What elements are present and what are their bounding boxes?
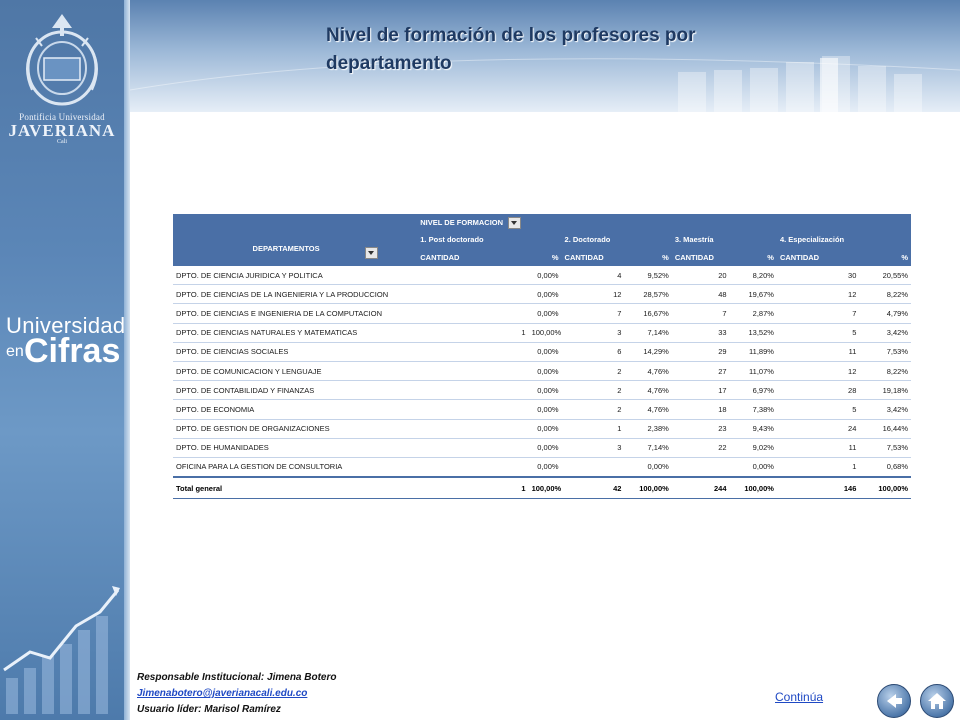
table-row (173, 342, 911, 361)
row-filter-dropdown-icon[interactable] (365, 247, 378, 259)
cell-department: DPTO. DE HUMANIDADES (173, 438, 417, 457)
cell-value (417, 457, 528, 477)
subheader-percent: % (859, 248, 911, 266)
table-row (173, 266, 911, 285)
table-row (173, 400, 911, 419)
cell-value: 11 (777, 438, 859, 457)
cell-value: 7,53% (859, 342, 911, 361)
cell-value: 0,00% (529, 361, 562, 380)
page-title-line2: departamento (326, 53, 452, 74)
cell-department: DPTO. DE CONTABILIDAD Y FINANZAS (173, 381, 417, 400)
cell-value: 4 (562, 266, 625, 285)
pivot-label: NIVEL DE FORMACION (420, 217, 504, 227)
cell-value (672, 457, 730, 477)
cell-value: 3 (562, 438, 625, 457)
cell-value: 7,14% (624, 323, 671, 342)
cell-value (417, 400, 528, 419)
subheader-cantidad: CANTIDAD (417, 248, 528, 266)
leader-text: Usuario líder: Marisol Ramírez (137, 704, 281, 715)
cell-value: 4,76% (624, 381, 671, 400)
total-value: 244 (672, 477, 730, 499)
cell-value (417, 285, 528, 304)
cell-value: 0,00% (529, 457, 562, 477)
cell-department: DPTO. DE CIENCIAS DE LA INGENIERIA Y LA PRODUCCION (173, 285, 417, 304)
cell-value (417, 438, 528, 457)
cell-value: 5 (777, 323, 859, 342)
cell-value (417, 381, 528, 400)
university-crest-logo (14, 10, 110, 110)
cell-value: 100,00% (529, 323, 562, 342)
row-header-cell (173, 231, 417, 266)
cell-value: 27 (672, 361, 730, 380)
cell-value: 2 (562, 400, 625, 419)
cell-department: DPTO. DE CIENCIAS NATURALES Y MATEMATICAS (173, 323, 417, 342)
cell-value: 13,52% (730, 323, 777, 342)
home-icon (921, 685, 953, 717)
cell-value: 0,68% (859, 457, 911, 477)
cell-value: 7,38% (730, 400, 777, 419)
level-header: 1. Post doctorado (417, 231, 561, 248)
cell-value: 11,07% (730, 361, 777, 380)
cell-department: DPTO. DE ECONOMIA (173, 400, 417, 419)
cell-value: 19,18% (859, 381, 911, 400)
cell-value: 7,14% (624, 438, 671, 457)
level-header: 4. Especialización (777, 231, 911, 248)
cell-value: 9,43% (730, 419, 777, 438)
cell-department: DPTO. DE CIENCIA JURIDICA Y POLITICA (173, 266, 417, 285)
cell-value: 23 (672, 419, 730, 438)
cell-value: 4,76% (624, 400, 671, 419)
pivot-filter-dropdown-icon[interactable] (508, 217, 521, 229)
institution-line2: JAVERIANA (8, 121, 116, 140)
total-value: 100,00% (730, 477, 777, 499)
cell-value: 18 (672, 400, 730, 419)
cell-value: 20,55% (859, 266, 911, 285)
cell-value: 14,29% (624, 342, 671, 361)
level-header: 2. Doctorado (562, 231, 672, 248)
cell-value: 28,57% (624, 285, 671, 304)
cell-value (417, 361, 528, 380)
cell-value: 0,00% (529, 266, 562, 285)
cell-value: 0,00% (529, 381, 562, 400)
total-value: 42 (562, 477, 625, 499)
cell-value: 11 (777, 342, 859, 361)
subheader-cantidad: CANTIDAD (777, 248, 859, 266)
page-title (326, 22, 766, 78)
home-button[interactable] (920, 684, 954, 718)
total-value: 100,00% (859, 477, 911, 499)
cell-value: 7 (562, 304, 625, 323)
cell-value: 7 (672, 304, 730, 323)
cell-value: 0,00% (529, 342, 562, 361)
table-row (173, 285, 911, 304)
institution-line3: Cali (57, 139, 67, 145)
cell-value: 3,42% (859, 323, 911, 342)
cell-value: 8,22% (859, 285, 911, 304)
pivot-table (173, 214, 911, 499)
table-row (173, 457, 911, 477)
institution-line1: Pontificia Universidad (19, 112, 105, 122)
cell-value: 8,22% (859, 361, 911, 380)
total-value: 100,00% (624, 477, 671, 499)
cell-value: 29 (672, 342, 730, 361)
cell-value (417, 266, 528, 285)
row-header-label: DEPARTAMENTOS (252, 243, 320, 253)
cell-value: 8,20% (730, 266, 777, 285)
table-row (173, 361, 911, 380)
cell-value: 1 (777, 457, 859, 477)
cell-value: 4,76% (624, 361, 671, 380)
cell-value: 48 (672, 285, 730, 304)
cell-department: OFICINA PARA LA GESTION DE CONSULTORIA (173, 457, 417, 477)
cell-value: 17 (672, 381, 730, 400)
cell-value: 16,67% (624, 304, 671, 323)
cell-department: DPTO. DE CIENCIAS SOCIALES (173, 342, 417, 361)
table-row (173, 419, 911, 438)
cell-value: 9,02% (730, 438, 777, 457)
cell-value: 7 (777, 304, 859, 323)
pivot-filter-header (417, 214, 911, 231)
continue-link[interactable]: Continúa (775, 690, 824, 704)
subheader-cantidad: CANTIDAD (672, 248, 730, 266)
cell-value: 5 (777, 400, 859, 419)
cell-value: 9,52% (624, 266, 671, 285)
level-header: 3. Maestría (672, 231, 777, 248)
tagline-cifras: Cifras (24, 332, 121, 370)
cell-value: 3,42% (859, 400, 911, 419)
total-label: Total general (173, 477, 417, 499)
cell-value: 19,67% (730, 285, 777, 304)
cell-department: DPTO. DE CIENCIAS E INGENIERIA DE LA COMPUTACION (173, 304, 417, 323)
cell-value: 2 (562, 381, 625, 400)
back-button[interactable] (877, 684, 911, 718)
page-title-line1: Nivel de formación de los profesores por (326, 25, 696, 46)
cell-value: 3 (562, 323, 625, 342)
header-empty (173, 214, 417, 231)
cell-value: 24 (777, 419, 859, 438)
cell-value: 2 (562, 361, 625, 380)
subheader-cantidad: CANTIDAD (562, 248, 625, 266)
cell-value: 4,79% (859, 304, 911, 323)
email-link[interactable]: Jimenabotero@javerianacali.edu.co (137, 688, 308, 699)
cell-value: 0,00% (624, 457, 671, 477)
cell-value: 0,00% (529, 400, 562, 419)
cell-value: 6,97% (730, 381, 777, 400)
subheader-percent: % (730, 248, 777, 266)
cell-value: 0,00% (529, 419, 562, 438)
cell-value: 7,53% (859, 438, 911, 457)
cell-value: 12 (777, 285, 859, 304)
subheader-percent: % (624, 248, 671, 266)
cell-value: 12 (562, 285, 625, 304)
cell-value: 0,00% (529, 304, 562, 323)
cell-value: 11,89% (730, 342, 777, 361)
cell-value: 1 (562, 419, 625, 438)
cell-value: 2,87% (730, 304, 777, 323)
arrow-left-icon (878, 685, 910, 717)
total-row (173, 477, 911, 499)
cell-department: DPTO. DE GESTION DE ORGANIZACIONES (173, 419, 417, 438)
cell-value: 33 (672, 323, 730, 342)
cell-value: 20 (672, 266, 730, 285)
tagline-universidad: Universidad (6, 313, 126, 338)
cell-value: 0,00% (730, 457, 777, 477)
cell-value: 2,38% (624, 419, 671, 438)
total-value: 100,00% (529, 477, 562, 499)
table-row (173, 438, 911, 457)
cell-value (562, 457, 625, 477)
cell-value: 16,44% (859, 419, 911, 438)
cell-value: 1 (417, 323, 528, 342)
cell-value (417, 419, 528, 438)
cell-department: DPTO. DE COMUNICACION Y LENGUAJE (173, 361, 417, 380)
cell-value: 22 (672, 438, 730, 457)
subheader-percent: % (529, 248, 562, 266)
cell-value: 28 (777, 381, 859, 400)
total-value: 146 (777, 477, 859, 499)
cell-value: 0,00% (529, 438, 562, 457)
responsible-text: Responsable Institucional: Jimena Botero (137, 672, 337, 683)
footer-credits (137, 670, 336, 718)
table-row (173, 304, 911, 323)
table-row (173, 381, 911, 400)
cell-value: 0,00% (529, 285, 562, 304)
cell-value: 12 (777, 361, 859, 380)
table-row (173, 323, 911, 342)
cell-value: 30 (777, 266, 859, 285)
cell-value (417, 304, 528, 323)
cell-value: 6 (562, 342, 625, 361)
total-value: 1 (417, 477, 528, 499)
cell-value (417, 342, 528, 361)
decorative-chart-graphic (0, 560, 124, 720)
tagline-en: en (6, 343, 24, 360)
